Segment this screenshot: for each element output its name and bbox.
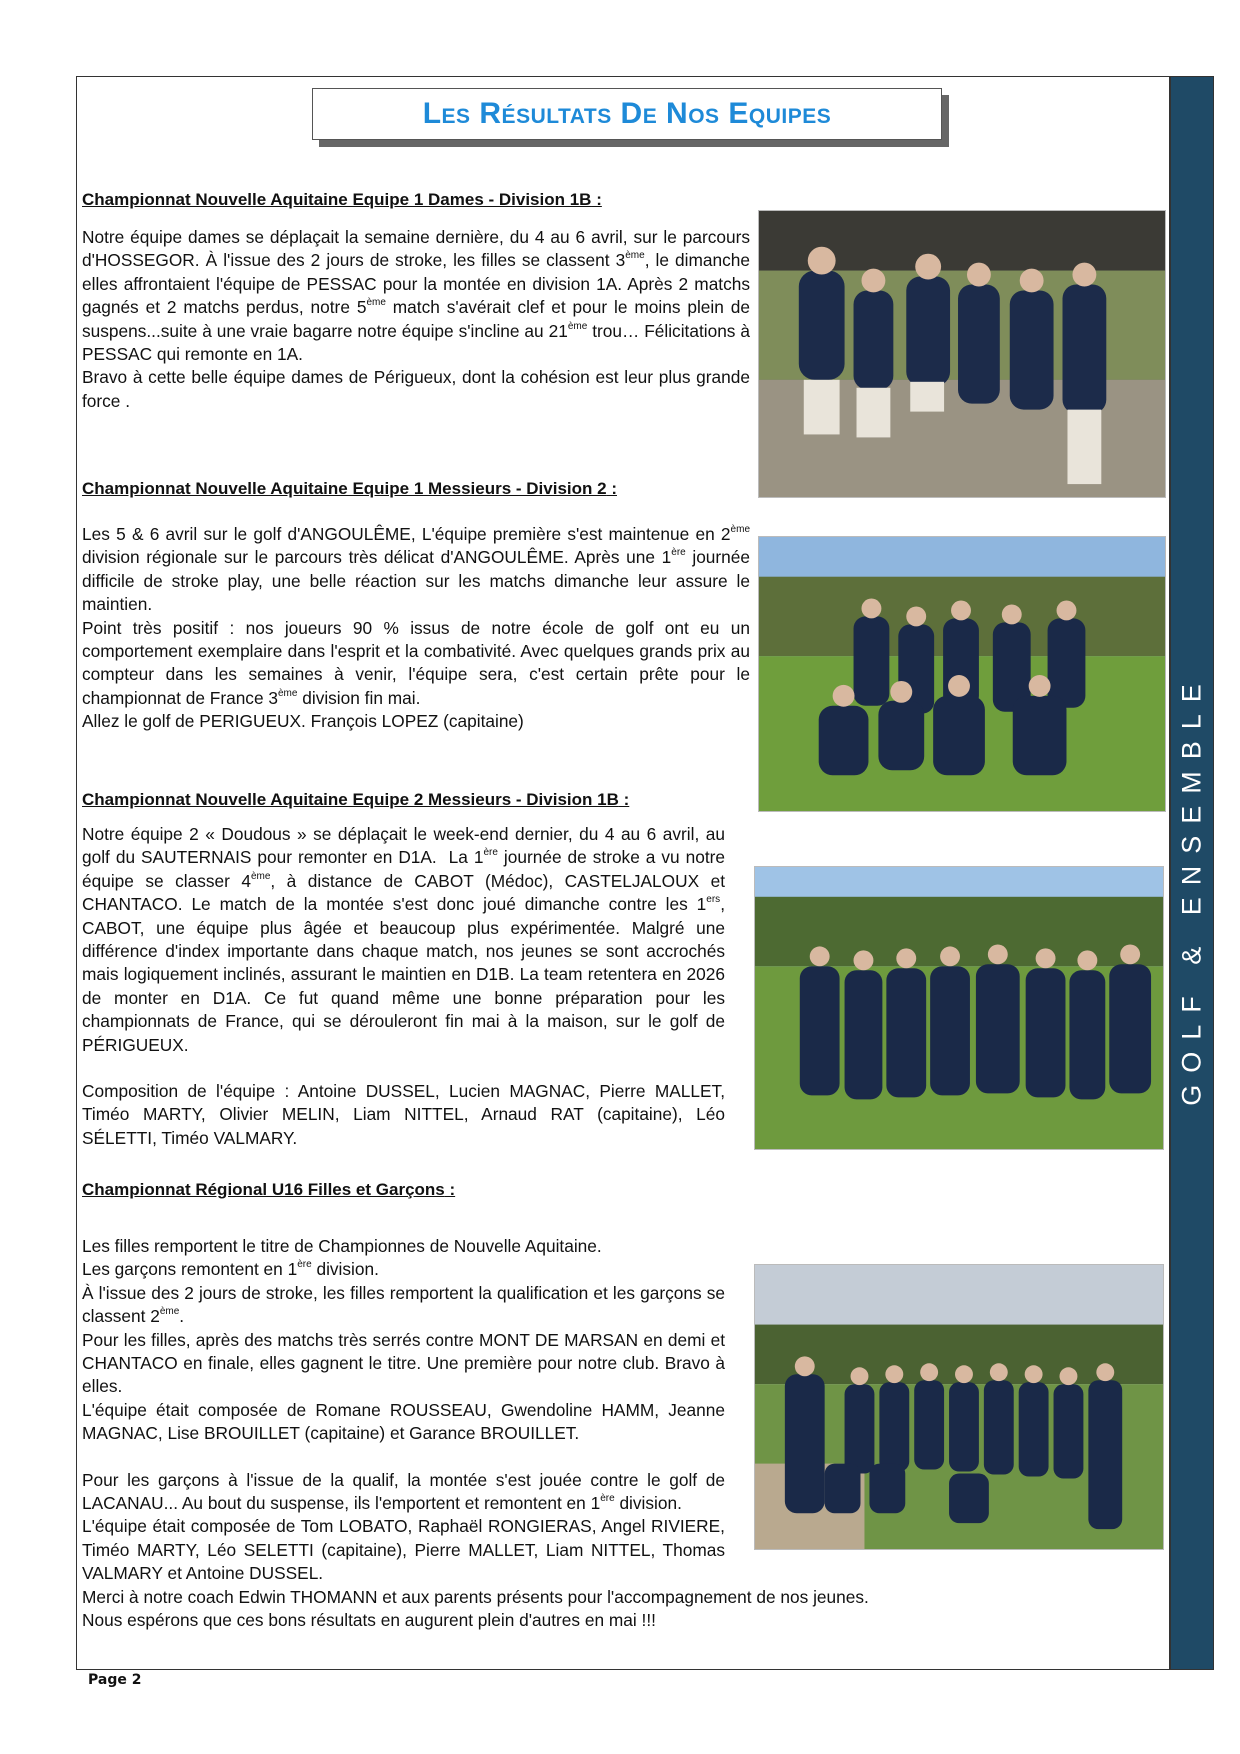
- sidebar-title: GOLF & ENSEMBLE: [1176, 672, 1207, 1106]
- paragraph: Notre équipe dames se déplaçait la semaine dernière, du 4 au 6 avril, sur le parcours d'HOSSEGOR. À l'issue des 2 jours de stroke, les filles se classent 3ème, le dimanche elles affrontaient l'équipe de PESSAC pour la montée en division 1A. Après 2 matchs gagnés et 2 matchs perdus, notre 5ème match s'avérait clef et pour le moins plein de suspens...suite à une vraie bagarre notre équipe s'incline au 21ème trou… Félicitations à PESSAC qui remonte en 1A.: [82, 227, 750, 365]
- section-heading-text: Championnat Nouvelle Aquitaine Equipe 1 Messieurs - Division 2: [82, 479, 607, 498]
- section-body-u16: [82, 1235, 1140, 1633]
- section-heading-colon: :: [618, 790, 630, 809]
- section-body-messieurs-1: [82, 523, 750, 734]
- paragraph: Nous espérons que ces bons résultats en augurent plein d'autres en mai !!!: [82, 1610, 656, 1631]
- team-photo-dames: [758, 210, 1166, 498]
- section-body-messieurs-2: [82, 823, 1140, 1183]
- section-heading-text: Championnat Nouvelle Aquitaine Equipe 2 Messieurs - Division 1B: [82, 790, 619, 809]
- section-heading-text: Championnat Nouvelle Aquitaine Equipe 1 Dames - Division 1B: [82, 190, 592, 209]
- paragraph: Point très positif : nos joueurs 90 % issus de notre école de golf ont eu un comportement exemplaire dans l'esprit et la combativité. Avec quelques grands prix au compteur dans les semaines à venir, l'équipe sera, c'est certain prête pour le championnat de France 3ème division fin mai.: [82, 617, 750, 708]
- paragraph: À l'issue des 2 jours de stroke, les filles remportent la qualification et les garçons se classent 2ème.: [82, 1282, 725, 1327]
- section-heading-u16: [82, 1180, 455, 1200]
- paragraph: Les garçons remontent en 1ère division.: [82, 1259, 379, 1280]
- section-heading-colon: :: [444, 1180, 456, 1199]
- paragraph: L'équipe était composée de Tom LOBATO, Raphaël RONGIERAS, Angel RIVIERE, Timéo MARTY, Léo SELETTI (capitaine), Pierre MALLET, Liam NITTEL, Thomas VALMARY et Antoine DUSSEL.: [82, 1516, 725, 1584]
- section-heading-text: Championnat Régional U16 Filles et Garçons: [82, 1180, 445, 1199]
- team-photo-messieurs-1: [758, 536, 1166, 812]
- paragraph: Pour les filles, après des matchs très serrés contre MONT DE MARSAN en demi et CHANTACO en finale, elles gagnent le titre. Une première pour notre club. Bravo à elles.: [82, 1329, 725, 1397]
- section-heading-messieurs-2: [82, 790, 629, 810]
- paragraph: Pour les garçons à l'issue de la qualif, la montée s'est jouée contre le golf de LACANAU... Au bout du suspense, ils l'emportent et remontent en 1ère division.: [82, 1469, 725, 1514]
- section-heading-dames: [82, 190, 602, 210]
- paragraph: Allez le golf de PERIGUEUX. François LOPEZ (capitaine): [82, 711, 524, 732]
- section-body-dames: [82, 226, 750, 413]
- sidebar-band: [1170, 76, 1214, 1670]
- section-heading-colon: :: [591, 190, 602, 209]
- section-heading-messieurs-1: [82, 479, 617, 499]
- paragraph: Bravo à cette belle équipe dames de Périgueux, dont la cohésion est leur plus grande force .: [82, 367, 750, 411]
- page-title: Les Résultats De Nos Equipes: [422, 97, 832, 130]
- page-number: Page 2: [88, 1672, 142, 1688]
- paragraph: Les filles remportent le titre de Championnes de Nouvelle Aquitaine.: [82, 1236, 602, 1256]
- paragraph: Notre équipe 2 « Doudous » se déplaçait le week-end dernier, du 4 au 6 avril, au golf du SAUTERNAIS pour remonter en D1A. La 1ère journée de stroke a vu notre équipe se classer 4ème, à distance de CABOT (Médoc), CASTELJALOUX et CHANTACO. Le match de la montée s'est donc joué dimanche contre les 1ers, CABOT, une équipe plus âgée et beaucoup plus expérimentée. Malgré une différence d'index importante dans chaque match, nos jeunes se sont accrochés mais logiquement inclinés, assurant le maintien en D1B. La team retentera en 2026 de monter en D1A. Ce fut quand même une bonne préparation pour les championnats de France, qui se dérouleront fin mai à la maison, sur le golf de PÉRIGUEUX.: [82, 824, 725, 1055]
- page-title-box: [312, 88, 942, 140]
- section-heading-colon: :: [606, 479, 617, 498]
- paragraph: Merci à notre coach Edwin THOMANN et aux parents présents pour l'accompagnement de nos jeunes.: [82, 1586, 869, 1607]
- paragraph: Les 5 & 6 avril sur le golf d'ANGOULÊME, L'équipe première s'est maintenue en 2ème division régionale sur le parcours très délicat d'ANGOULÊME. Après une 1ère journée difficile de stroke play, une belle réaction sur les matchs dimanche leur assure le maintien.: [82, 524, 750, 615]
- paragraph: L'équipe était composée de Romane ROUSSEAU, Gwendoline HAMM, Jeanne MAGNAC, Lise BROUILLET (capitaine) et Garance BROUILLET.: [82, 1399, 725, 1444]
- paragraph: Composition de l'équipe : Antoine DUSSEL, Lucien MAGNAC, Pierre MALLET, Timéo MARTY, Olivier MELIN, Liam NITTEL, Arnaud RAT (capitaine), Léo SÉLETTI, Timéo VALMARY.: [82, 1081, 725, 1148]
